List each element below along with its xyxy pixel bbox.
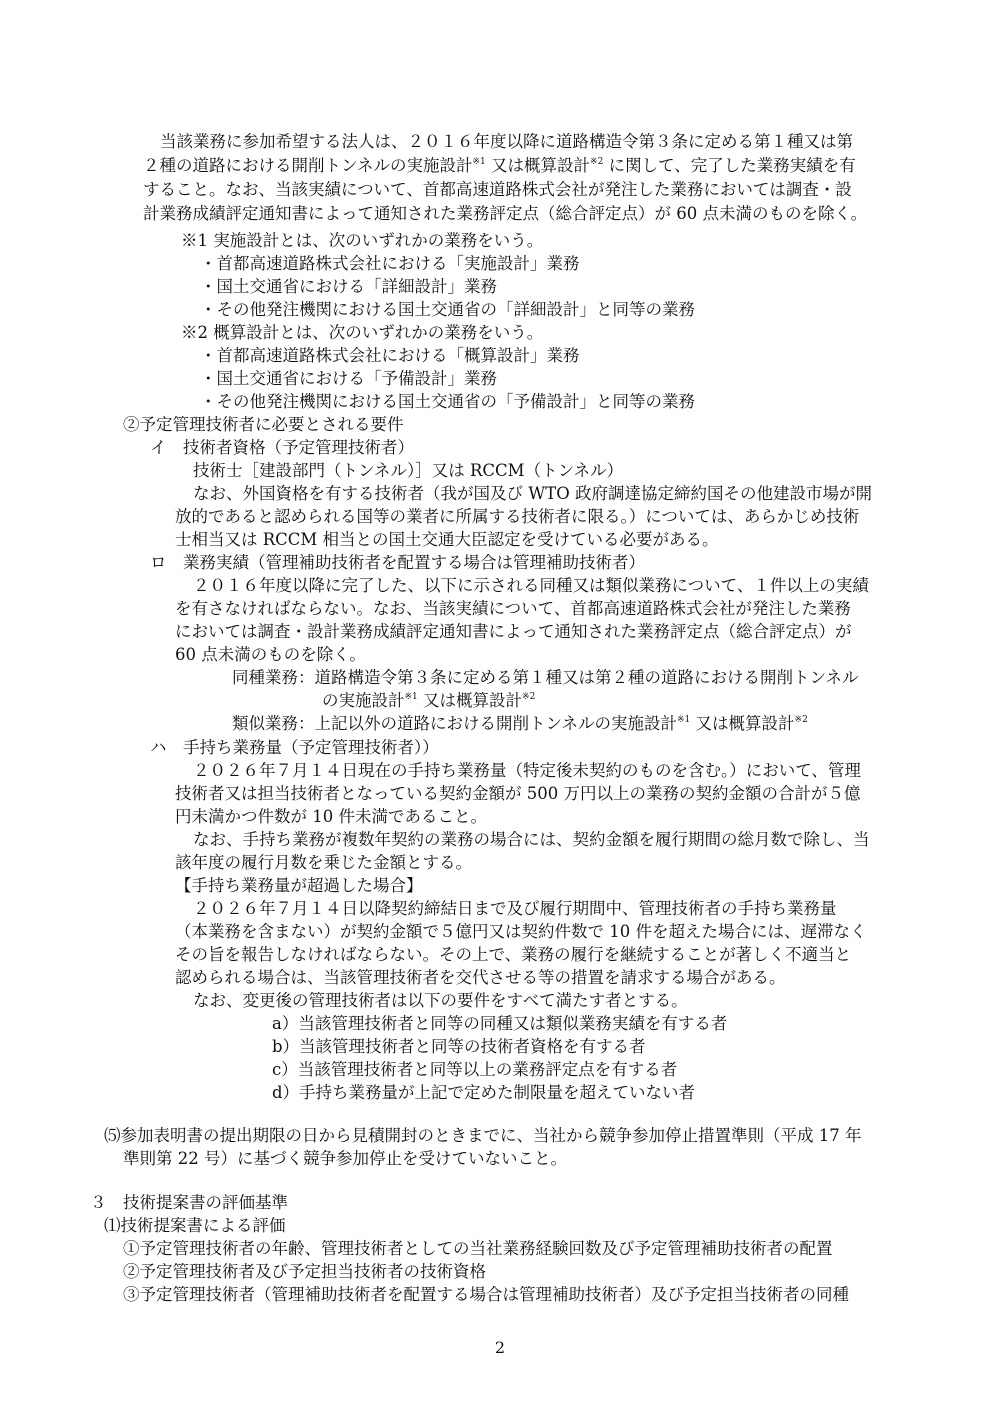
paragraph-line: 計業務成績評定通知書によって通知された業務評定点（総合評定点）が 60 点未満のものを除く。	[143, 204, 868, 223]
same-work-line: の実施設計$^{※1}$ 又は概算設計$^{※2}$	[322, 691, 536, 710]
paragraph-line: ２０２６年７月１４日現在の手持ち業務量（特定後未契約のものを含む。）において、管理	[193, 761, 861, 780]
paragraph-line: なお、変更後の管理技術者は以下の要件をすべて満たす者とする。	[193, 991, 688, 1010]
note-item: ・首都高速道路株式会社における「実施設計」業務	[200, 254, 580, 273]
paragraph-line: その旨を報告しなければならない。その上で、業務の履行を継続することが著しく不適当と	[175, 945, 852, 964]
note-item: ・その他発注機関における国土交通省の「詳細設計」と同等の業務	[200, 300, 695, 319]
item-5-line: 準則第 22 号）に基づく競争参加停止を受けていないこと。	[123, 1149, 567, 1168]
paragraph-line: ２０２６年７月１４日以降契約締結日まで及び履行期間中、管理技術者の手持ち業務量	[193, 899, 837, 918]
note-item: ・国土交通省における「予備設計」業務	[200, 369, 497, 388]
paragraph-line: 当該業務に参加希望する法人は、２０１６年度以降に道路構造令第３条に定める第１種又は第	[160, 132, 853, 151]
paragraph-line: 放的であると認められる国等の業者に所属する技術者に限る。）については、あらかじめ技術	[175, 507, 860, 526]
condition-item: b）当該管理技術者と同等の技術者資格を有する者	[272, 1037, 646, 1056]
note-title: ※1 実施設計とは、次のいずれかの業務をいう。	[181, 231, 544, 250]
paragraph-line: 円未満かつ件数が 10 件未満であること。	[175, 807, 487, 826]
evaluation-item: ③予定管理技術者（管理補助技術者を配置する場合は管理補助技術者）及び予定担当技術者の同種	[123, 1285, 849, 1304]
similar-work-line: 類似業務：上記以外の道路における開削トンネルの実施設計$^{※1}$ 又は概算設計$^{※2}$	[232, 714, 808, 733]
requirement-heading: ②予定管理技術者に必要とされる要件	[123, 415, 404, 434]
condition-item: a）当該管理技術者と同等の同種又は類似業務実績を有する者	[272, 1014, 728, 1033]
paragraph-line: ２０１６年度以降に完了した、以下に示される同種又は類似業務について、１件以上の実績	[193, 576, 869, 595]
paragraph-line: 士相当又は RCCM 相当との国土交通大臣認定を受けている必要がある。	[175, 530, 719, 549]
excess-heading: 【手持ち業務量が超過した場合】	[175, 876, 423, 895]
paragraph-line: なお、外国資格を有する技術者（我が国及び WTO 政府調達協定締約国その他建設市場が開	[193, 484, 872, 503]
note-item: ・国土交通省における「詳細設計」業務	[200, 277, 497, 296]
paragraph-line: においては調査・設計業務成績評定通知書によって通知された業務評定点（総合評定点）が	[175, 622, 852, 641]
section-ha-heading: ハ 手持ち業務量（予定管理技術者））	[150, 738, 439, 757]
note-item: ・首都高速道路株式会社における「概算設計」業務	[200, 346, 580, 365]
evaluation-item: ①予定管理技術者の年齢、管理技術者としての当社業務経験回数及び予定管理補助技術者の配置	[123, 1239, 833, 1258]
section-3-heading: ３ 技術提案書の評価基準	[90, 1193, 288, 1212]
condition-item: c）当該管理技術者と同等以上の業務評定点を有する者	[272, 1060, 678, 1079]
section-3-sub-heading: ⑴技術提案書による評価	[104, 1216, 286, 1235]
section-ro-heading: ロ 業務実績（管理補助技術者を配置する場合は管理補助技術者）	[150, 553, 645, 572]
condition-item: d）手持ち業務量が上記で定めた制限量を超えていない者	[272, 1083, 696, 1102]
paragraph-line: 60 点未満のものを除く。	[175, 645, 366, 664]
paragraph-line: ２種の道路における開削トンネルの実施設計$^{※1}$ 又は概算設計$^{※2}$ に関して、完了した業務実績を有	[143, 156, 856, 175]
paragraph-line: （本業務を含まない）が契約金額で５億円又は契約件数で 10 件を超えた場合には、遅滞なく	[175, 922, 867, 941]
paragraph-line: なお、手持ち業務が複数年契約の業務の場合には、契約金額を履行期間の総月数で除し、当	[193, 830, 870, 849]
paragraph-line: 該年度の履行月数を乗じた金額とする。	[175, 853, 472, 872]
page-number: 2	[494, 1338, 506, 1357]
note-item: ・その他発注機関における国土交通省の「予備設計」と同等の業務	[200, 392, 695, 411]
paragraph-line: 認められる場合は、当該管理技術者を交代させる等の措置を請求する場合がある。	[175, 968, 786, 987]
section-i-heading: イ 技術者資格（予定管理技術者）	[150, 438, 414, 457]
item-5-line: ⑸参加表明書の提出期限の日から見積開封のときまでに、当社から競争参加停止措置準則（平成 17 年	[104, 1126, 862, 1145]
note-title: ※2 概算設計とは、次のいずれかの業務をいう。	[181, 323, 544, 342]
qualification-text: 技術士［建設部門（トンネル）］又は RCCM（トンネル）	[193, 461, 624, 480]
paragraph-line: を有さなければならない。なお、当該実績について、首都高速道路株式会社が発注した業務	[175, 599, 851, 618]
same-work-line: 同種業務：道路構造令第３条に定める第１種又は第２種の道路における開削トンネル	[232, 668, 859, 687]
paragraph-line: すること。なお、当該実績について、首都高速道路株式会社が発注した業務においては調査・設	[143, 180, 852, 199]
paragraph-line: 技術者又は担当技術者となっている契約金額が 500 万円以上の業務の契約金額の合計が５億	[175, 784, 861, 803]
evaluation-item: ②予定管理技術者及び予定担当技術者の技術資格	[123, 1262, 486, 1281]
